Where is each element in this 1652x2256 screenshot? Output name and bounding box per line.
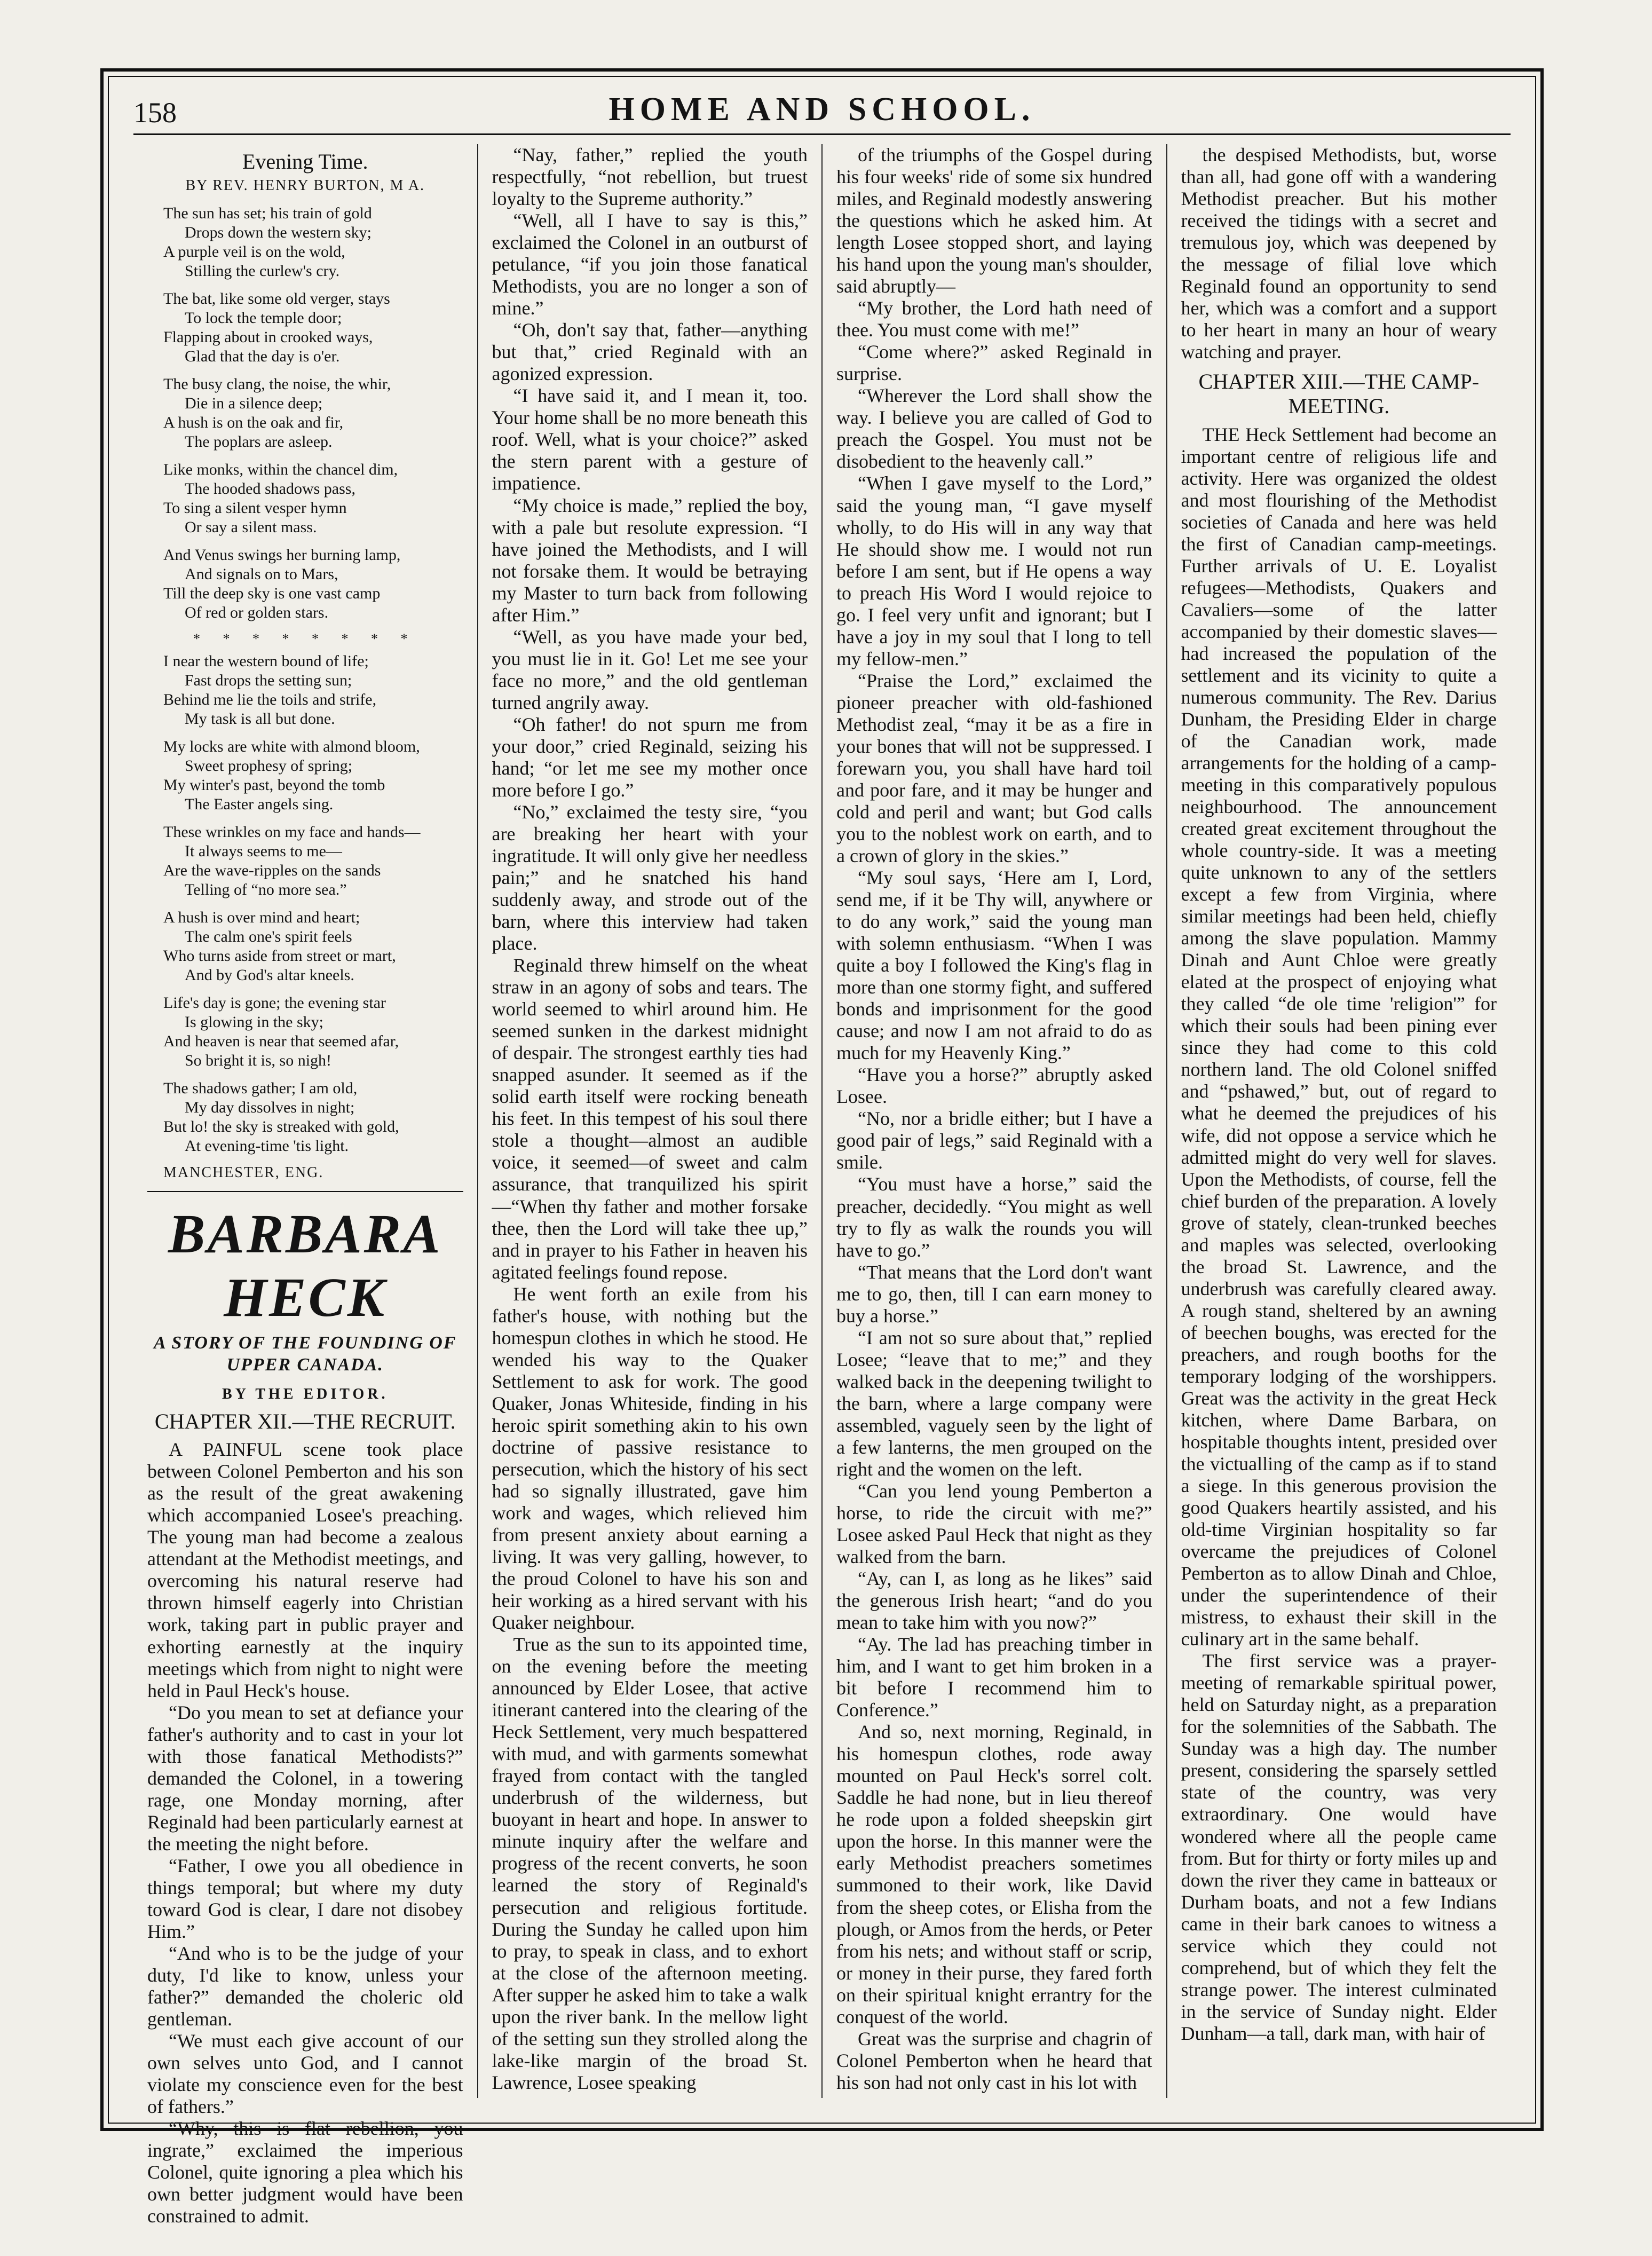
poem-line: Or say a silent mass. (185, 518, 317, 536)
paragraph: “My brother, the Lord hath need of thee. You must come with me!” (836, 297, 1152, 341)
poem-line: The poplars are asleep. (185, 432, 333, 451)
poem-line: Telling of “no more sea.” (185, 881, 347, 899)
poem-line: My winter's past, beyond the tomb (163, 776, 385, 794)
poem-line: And heaven is near that seemed afar, (163, 1032, 399, 1051)
newspaper-page (91, 59, 1553, 2227)
chapter-heading-12: CHAPTER XII.—THE RECRUIT. (154, 1409, 456, 1433)
paragraph: He went forth an exile from his father's house, with nothing but the homespun clothes in which he stood. He wended his way to the Quaker Settlement to ask for work. The good Quaker, Jonas Whiteside, finding in his heroic spirit something akin to his own doctrine of passive resistance to persecution, which the history of his sect had so signally illustrated, gave him work and wages, which relieved him from present anxiety about earning a living. It was very galling, however, to the proud Colonel to have his son and heir working as a hired servant with his Quaker neighbour. (492, 1283, 808, 1634)
paragraph: “Praise the Lord,” exclaimed the pioneer preacher with old-fashioned Methodist zeal, “may it be as a fire in your bones that will not be suppressed. I forewarn you, you shall have hard toil and poor fare, and it may be hunger and cold and peril and want; but God calls you to the noblest work on earth, and to a crown of glory in the skies.” (836, 669, 1152, 866)
paragraph: “Why, this is flat rebellion, you ingrate,” exclaimed the imperious Colonel, quite ignoring a plea which his own better judgment would have been constrained to admit. (147, 2118, 463, 2227)
poem-line: The hooded shadows pass, (185, 479, 355, 498)
poem-line: And by God's altar kneels. (185, 966, 354, 984)
poem-line: I near the western bound of life; (163, 652, 369, 671)
column-3-text (836, 144, 1152, 2094)
poem-line: The busy clang, the noise, the whir, (163, 375, 391, 393)
paragraph: “My soul says, ‘Here am I, Lord, send me, if it be Thy will, anywhere or to do any work,” said the young man with solemn enthusiasm. “When I was quite a boy I followed the King's flag in more than one stormy fight, and suffered bonds and imprisonment for the good cause; and now I am not afraid to do as much for my Heavenly King.” (836, 867, 1152, 1064)
story-subtitle: A STORY OF THE FOUNDING OF UPPER CANADA. (154, 1333, 457, 1375)
paragraph: Reginald threw himself on the wheat straw in an agony of sobs and tears. The world seemed to whirl around him. He seemed sunken in the darkest midnight of despair. The strongest earthly ties had snapped asunder. It seemed as if the solid earth itself were rocking beneath his feet. In this tempest of his soul there stole a thought—almost an audible voice, it seemed—of sweet and calm assurance, that tranquilized his spirit—“When thy father and mother forsake thee, then the Lord will take thee up,” and in prayer to his Father in heaven his agitated feelings found repose. (492, 955, 808, 1283)
poem-line: And Venus swings her burning lamp, (163, 546, 401, 564)
poem-line: Are the wave-ripples on the sands (163, 862, 381, 880)
page-header (133, 91, 1511, 133)
paragraph: “Ay. The lad has preaching timber in him, and I want to get him broken in a bit before I recommend him to Conference.” (836, 1634, 1152, 1721)
paragraph: “My choice is made,” replied the boy, with a pale but resolute expression. “I have joined the Methodists, and I will not forsake them. It would be betraying my Master to turn back from following after Him.” (492, 494, 808, 626)
poem-stanza (163, 1079, 463, 1156)
paragraph: “I have said it, and I mean it, too. Your home shall be no more beneath this roof. Well, what is your choice?” asked the stern parent with a gesture of impatience. (492, 385, 808, 494)
paragraph: the despised Methodists, but, worse than all, had gone off with a wandering Methodist preacher. But his mother received the tidings with a secret and tremulous joy, which was deepened by the message of filial love which Reginald found an opportunity to send her, which was a comfort and a support to her heart in many an hour of weary watching and prayer. (1181, 144, 1497, 363)
poem-stanza (163, 908, 463, 985)
poem-line: Behind me lie the toils and strife, (163, 691, 377, 709)
poem-line: Who turns aside from street or mart, (163, 947, 396, 965)
poem-line: These wrinkles on my face and hands— (163, 823, 421, 841)
paragraph: “Have you a horse?” abruptly asked Losee. (836, 1064, 1152, 1108)
poem-title: Evening Time. (242, 149, 368, 173)
paragraph: “You must have a horse,” said the preacher, decidedly. “You might as well try to fly as walk the rounds you will have to go.” (836, 1173, 1152, 1261)
poem-line: Flapping about in crooked ways, (163, 328, 373, 346)
poem-stanza (163, 546, 463, 622)
poem-stanzas (147, 204, 463, 622)
column-2-text (492, 144, 808, 2094)
poem-line: Stilling the curlew's cry. (185, 262, 340, 280)
paragraph: “No, nor a bridle either; but I have a good pair of legs,” said Reginald with a smile. (836, 1108, 1152, 1173)
column-4 (1166, 144, 1511, 2098)
poem-line: A hush is over mind and heart; (163, 909, 360, 927)
poem-line: The shadows gather; I am old, (163, 1079, 358, 1098)
poem-line: My locks are white with almond bloom, (163, 738, 420, 756)
poem-line: Sweet prophesy of spring; (185, 757, 353, 775)
paragraph: “When I gave myself to the Lord,” said the young man, “I gave myself wholly, to do His will in any way that He should show me. I would not run before I am sent, but if He opens a way to preach His Word I would rejoice to go. I feel very unfit and ignorant; but I have a joy in my soul that I long to tell my fellow-men.” (836, 472, 1152, 669)
poem-line: The bat, like some old verger, stays (163, 289, 390, 307)
poem-line: Till the deep sky is one vast camp (163, 584, 381, 602)
columns (133, 144, 1511, 2227)
poem-line: A hush is on the oak and fir, (163, 413, 344, 431)
poem-line: Drops down the western sky; (185, 223, 371, 241)
paragraph: The first service was a prayer-meeting of remarkable spiritual power, held on Saturday night, as a preparation for the solemnities of the Sabbath. The Sunday was a high day. The number present, considering the sparsely settled state of the country, was very extraordinary. One would have wondered where all the people came from. But for thirty or forty miles up and down the river they came in batteaux or Durham boats, and not a few Indians came in their bark canoes to witness a service which they could not comprehend, but of which they felt the strange power. The interest culminated in the service of Sunday night. Elder Dunham—a tall, dark man, with hair of (1181, 1650, 1497, 2044)
poem-stanza (163, 993, 463, 1070)
chapter-heading-13: CHAPTER XIII.—THE CAMP-MEETING. (1198, 369, 1480, 418)
poem-line: So bright it is, so nigh! (185, 1052, 332, 1070)
poem-stanza (163, 652, 463, 729)
poem-line: At evening-time 'tis light. (185, 1137, 349, 1155)
paragraph: “Ay, can I, as long as he likes” said the generous Irish heart; “and do you mean to take him with you now?” (836, 1568, 1152, 1634)
poem-line: To lock the temple door; (185, 309, 342, 327)
poem-line: A purple veil is on the wold, (163, 242, 345, 261)
poem-line: The Easter angels sing. (185, 795, 334, 814)
masthead-title: HOME AND SCHOOL. (608, 91, 1036, 128)
paragraph: True as the sun to its appointed time, on the evening before the meeting announced by Elder Losee, that active itinerant cantered into the clearing of the Heck Settlement, very much bespattered with mud, and with garments somewhat frayed from contact with the tangled underbrush of the wilderness, but buoyant in heart and hope. In answer to minute inquiry after the welfare and progress of the recent converts, he soon learned the story of Reginald's persecution and religious fortitude. During the Sunday he called upon him to pray, to speak in class, and to exhort at the close of the afternoon meeting. After supper he asked him to take a walk upon the river bank. In the mellow light of the setting sun they strolled along the lake-like margin of the broad St. Lawrence, Losee speaking (492, 1634, 808, 2093)
paragraph: “And who is to be the judge of your duty, I'd like to know, unless your father?” demanded the choleric old gentleman. (147, 1942, 463, 2030)
paragraph: “Father, I owe you all obedience in things temporal; but where my duty toward God is clear, I dare not disobey Him.” (147, 1855, 463, 1942)
paragraph: A PAINFUL scene took place between Colonel Pemberton and his son as the result of the great awakening which accompanied Losee's preaching. The young man had become a zealous attendant at the Methodist meetings, and overcoming his natural reserve had thrown himself eagerly into Christian work, taking part in public prayer and exhorting earnestly at the inquiry meetings which from night to night were held in Paul Heck's house. (147, 1439, 463, 1701)
paragraph: “We must each give account of our own selves unto God, and I cannot violate my conscience even for the best of fathers.” (147, 2030, 463, 2118)
poem-line: But lo! the sky is streaked with gold, (163, 1118, 399, 1136)
poem-line: Glad that the day is o'er. (185, 347, 340, 365)
paragraph: And so, next morning, Reginald, in his homespun clothes, rode away mounted on Paul Heck's sorrel colt. Saddle he had none, but in lieu thereof he rode upon a folded sheepskin girt upon the horse. In this manner were the early Methodist preachers sometimes summoned to their work, like David from the sheep cotes, or Elisha from the plough, or Amos from the herds, or Peter from his nets; and without staff or scrip, or money in their purse, they fared forth on their spiritual knight errantry for the conquest of the world. (836, 1721, 1152, 2028)
poem-line: My day dissolves in night; (185, 1099, 355, 1117)
story-title: BARBARA HECK (168, 1203, 442, 1328)
poem-stanza (163, 289, 463, 366)
poem-line: Fast drops the setting sun; (185, 672, 352, 690)
poem-line: And signals on to Mars, (185, 565, 338, 583)
paragraph: “No,” exclaimed the testy sire, “you are breaking her heart with your ingratitude. It will only give her needless pain;” and he snatched his hand suddenly away, and strode out of the barn, where this interview had taken place. (492, 801, 808, 955)
paragraph: “Come where?” asked Reginald in surprise. (836, 341, 1152, 385)
poem-line: Die in a silence deep; (185, 394, 323, 412)
poem-stanza (163, 375, 463, 452)
paragraph: “Oh, don't say that, father—anything but that,” cried Reginald with an agonized expression. (492, 319, 808, 385)
paragraph: “Can you lend young Pemberton a horse, to ride the circuit with me?” Losee asked Paul Heck that night as they walked from the barn. (836, 1480, 1152, 1567)
poem-line: To sing a silent vesper hymn (163, 499, 347, 517)
paragraph: “Well, all I have to say is this,” exclaimed the Colonel in an outburst of petulance, “if you join those fanatical Methodists, you are no longer a son of mine.” (492, 210, 808, 319)
poem-line: Is glowing in the sky; (185, 1013, 323, 1031)
column-4-text-top (1181, 144, 1497, 363)
paragraph: “Well, as you have made your bed, you must lie in it. Go! Let me see your face no more,” and the old gentleman turned angrily away. (492, 626, 808, 713)
poem-place: MANCHESTER, ENG. (163, 1164, 324, 1181)
column-1-text (147, 1439, 463, 2227)
paragraph: “Nay, father,” replied the youth respectfully, “not rebellion, but truest loyalty to the Supreme authority.” (492, 144, 808, 210)
paragraph: “Oh father! do not spurn me from your door,” cried Reginald, seizing his hand; “or let me see my mother once more before I go.” (492, 713, 808, 801)
poem-stanza (163, 823, 463, 900)
paragraph: “That means that the Lord don't want me to go, then, till I can earn money to buy a horse.” (836, 1261, 1152, 1327)
page-number: 158 (133, 97, 177, 129)
paragraph: Great was the surprise and chagrin of Colonel Pemberton when he heard that his son had not only cast in his lot with (836, 2028, 1152, 2093)
poem-stanza (163, 460, 463, 537)
paragraph: THE Heck Settlement had become an important centre of religious life and activity. Here was organized the oldest and most flourishing of the Methodist societies of Canada and here was held the first of Canadian camp-meetings. Further arrivals of U. E. Loyalist refugees—Methodists, Quakers and Cavaliers—some of the latter accompanied by their domestic slaves—had increased the population of the settlement and its vicinity to quite a numerous community. The Rev. Darius Dunham, the Presiding Elder in charge of the Canadian work, made arrangements for the holding of a camp-meeting in this comparatively populous neighbourhood. The announcement created great excitement throughout the whole country-side. It was a meeting quite unknown to any of the settlers except a few from Virginia, where similar meetings had been held, chiefly among the slave population. Mammy Dinah and Aunt Chloe were greatly elated at the prospect of enjoying what they called “de ole time 'religion'” for which their souls had been pining ever since they had come to this cold northern land. The old Colonel sniffed and “pshawed,” but, out of regard to what he deemed the prejudices of his wife, did not oppose a service which he admitted might do very well for slaves. Upon the Methodists, of course, fell the chief burden of the preparation. A lovely grove of stately, clean-trunked beeches and maples was selected, overlooking the broad St. Lawrence, and the underbrush was carefully cleared away. A rough stand, sheltered by an awning of beechen boughs, was erected for the preachers, and rough booths for the temporary lodging of the worshippers. Great was the activity in the great Heck kitchen, where Dame Barbara, on hospitable thoughts intent, presided over the victualling of the camp as if to stand a siege. In this generous provision the good Quakers heartily assisted, and his old-time Virginian hospitality so far overcame the prejudices of Colonel Pemberton as to allow Dinah and Chloe, under the superintendence of their mistress, to exhaust their skill in the culinary art in the same behalf. (1181, 423, 1497, 1650)
poem-line: The sun has set; his train of gold (163, 204, 372, 222)
poem-stanzas-2 (147, 652, 463, 1156)
poem-line: Like monks, within the chancel dim, (163, 460, 398, 478)
poem-stars: * * * * * * * * (193, 630, 417, 646)
story-byline: BY THE EDITOR. (222, 1385, 389, 1402)
poem-line: Of red or golden stars. (185, 603, 329, 621)
column-3 (821, 144, 1166, 2098)
paragraph: “Do you mean to set at defiance your father's authority and to cast in your lot with those fanatical Methodists?” demanded the Colonel, in a towering rage, one Monday morning, after Reginald had been particularly earnest at the meeting the night before. (147, 1701, 463, 1855)
poem-line: Life's day is gone; the evening star (163, 994, 386, 1012)
column-1 (133, 144, 477, 2227)
column-2 (477, 144, 822, 2098)
poem-stanza (163, 204, 463, 281)
paragraph: “Wherever the Lord shall show the way. I believe you are called of God to preach the Gospel. You must not be disobedient to the heavenly call.” (836, 385, 1152, 472)
header-rule (133, 133, 1511, 135)
poem-line: My task is all but done. (185, 710, 335, 728)
divider (147, 1191, 463, 1192)
column-4-text (1181, 424, 1497, 2045)
paragraph: of the triumphs of the Gospel during his four weeks' ride of some six hundred miles, and Reginald modestly answering the questions which he asked him. At length Losee stopped short, and laying his hand upon the young man's shoulder, said abruptly— (836, 144, 1152, 297)
poem-stanza (163, 737, 463, 814)
poem-line: The calm one's spirit feels (185, 928, 352, 946)
poem-line: It always seems to me— (185, 842, 342, 861)
paragraph: “I am not so sure about that,” replied Losee; “leave that to me;” and they walked back in the deepening twilight to the barn, where a large company were assembled, vaguely seen by the light of a few lanterns, the men grouped on the right and the women on the left. (836, 1327, 1152, 1480)
poem-author: BY REV. HENRY BURTON, M A. (185, 177, 425, 194)
